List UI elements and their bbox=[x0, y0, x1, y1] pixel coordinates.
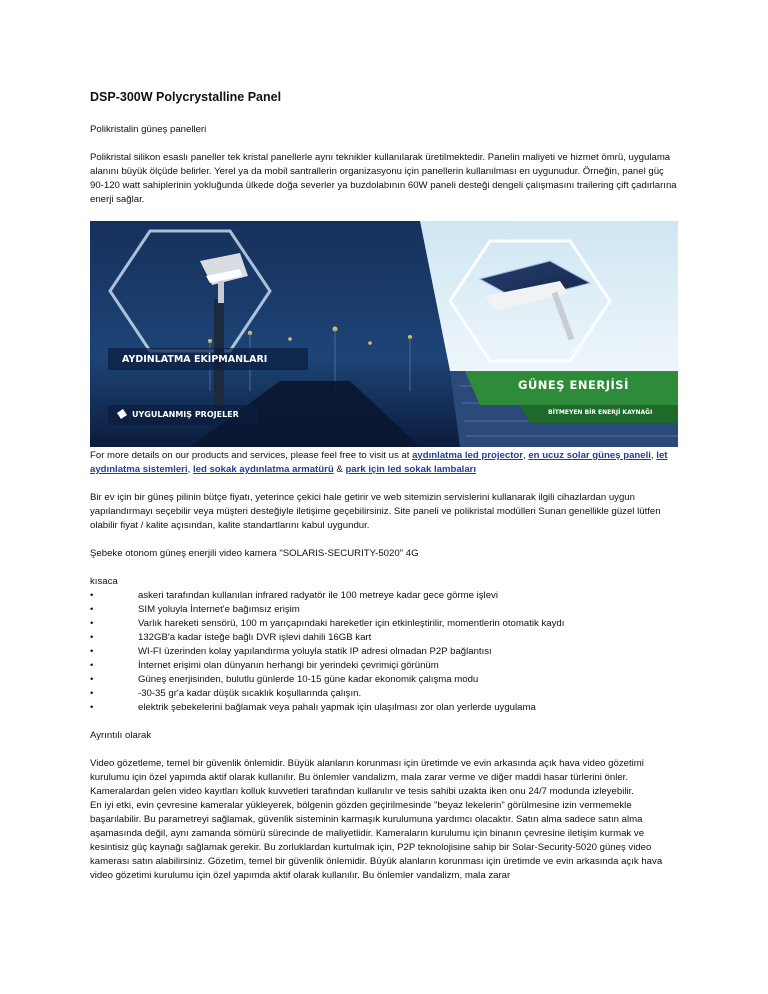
list-item-text: WI-FI üzerinden kolay yapılandırma yoluyla statik IP adresi olmadan P2P bağlantısı bbox=[138, 646, 492, 657]
link-park-icin-led-sokak-lambalari[interactable]: park için led sokak lambaları bbox=[345, 464, 477, 475]
link-separator: , bbox=[522, 450, 529, 461]
bullet-icon: • bbox=[90, 646, 94, 657]
paragraph-best-effect: En iyi etki, evin çevresine kameralar yükleyerek, bölgenin gözden geçirilmesinde "beyaz lekelerin" görülmesine izin vermemekle başarılabilir. Bu parametreyi sağlamak, güvenlik sisteminin karmaşık kurulumuna yardımcı olacaktır. Satın alma sadece satın alma aşamasında değil, aynı zamanda sömürü sürecinde de maliyetlidir. Kameraların kurulumu için binanın çevresine iletişim kurmak ve kesintisiz güç kaynağı sağlamak gerekir. Bu zorluklardan kurtulmak için, P2P teknolojisine sahip bir Solar-Security-5020 güneş video kamerası satın alabilirsiniz. Gözetim, temel bir güvenlik önlemidir. Büyük alanların korunması için üretimde ve evin arkasında açık hava video gözetimi kurulumu için özel yapımda aktif olarak kullanılır. Bu önlemler vandalizm, mala zarar bbox=[90, 800, 663, 881]
list-item-text: -30-35 gr'a kadar düşük sıcaklık koşullarında çalışın. bbox=[138, 688, 362, 699]
bullet-icon: • bbox=[90, 688, 94, 699]
intro-paragraph: Polikristal silikon esaslı paneller tek kristal panellerle aynı teknikler kullanılarak üretilmektedir. Panelin maliyeti ve hizmet ömrü, uygulama alanını büyük ölçüde belirler. Yerel ya da mobil santrallerin organizasyonu için panellerin kullanılması en uygunudur. Örneğin, panel güç 90-120 watt sahiplerinin yokluğunda ülkede doğa severler ya buzdolabının 60W paneli desteği dengeli çalışmasını trailering çift çadırlarına enerji sağlar. bbox=[90, 152, 677, 205]
list-item-text: 132GB'a kadar isteğe bağlı DVR işlevi dahili 16GB kart bbox=[138, 632, 372, 643]
link-separator: , bbox=[650, 450, 657, 461]
link-separator: & bbox=[333, 464, 346, 475]
list-item bbox=[90, 645, 680, 659]
banner-right-sub: BİTMEYEN BİR ENERJİ KAYNAĞI bbox=[548, 409, 653, 416]
list-item-text: elektrik şebekelerini bağlamak veya pahalı yapmak için ulaşılması zor olan yerlerde uygulama bbox=[138, 702, 536, 713]
banner-right-caption: GÜNEŞ ENERJİSİ bbox=[518, 378, 629, 392]
banner-left-caption: AYDINLATMA EKİPMANLARI bbox=[122, 354, 268, 365]
product-banner-image bbox=[90, 221, 678, 447]
bullet-icon: • bbox=[90, 590, 94, 601]
bullet-icon: • bbox=[90, 660, 94, 671]
list-item bbox=[90, 589, 680, 603]
page-title: DSP-300W Polycrystalline Panel bbox=[90, 90, 282, 104]
links-paragraph bbox=[90, 449, 680, 477]
list-item-text: SIM yoluyla İnternet'e bağımsız erişim bbox=[138, 604, 300, 615]
link-aydinlatma-led-projector[interactable]: aydınlatma led projector bbox=[412, 450, 523, 461]
list-item-text: askeri tarafından kullanılan infrared radyatör ile 100 metreye kadar gece görme işlevi bbox=[138, 590, 498, 601]
list-item bbox=[90, 603, 680, 617]
list-item bbox=[90, 659, 680, 673]
link-separator: , bbox=[187, 464, 193, 475]
links-prefix: For more details on our products and services, please feel free to visit us at bbox=[90, 450, 413, 461]
link-en-ucuz-solar-gunes-paneli[interactable]: en ucuz solar güneş paneli bbox=[528, 450, 651, 461]
paragraph-product-name: Şebeke otonom güneş enerjili video kamera "SOLARIS-SECURITY-5020" 4G bbox=[90, 548, 419, 559]
banner-left-sub: UYGULANMIŞ PROJELER bbox=[132, 410, 239, 419]
list-item bbox=[90, 617, 680, 631]
paragraph-video-surveillance: Video gözetleme, temel bir güvenlik önlemidir. Büyük alanların korunması için üretimde ve evin arkasında açık hava video gözetimi kurulumu için özel yapımda aktif olarak kullanılır. Bu önlemler vandalizm, mala zarar verme ve diğer maddi hasar türlerini önler. Kameralardan gelen video kayıtları kolluk kuvvetleri tarafından kullanılır ve tesis sahibi uzakta iken onu 24/7 modunda izleyebilir. bbox=[90, 758, 644, 797]
list-item bbox=[90, 701, 680, 715]
detail-heading: Ayrıntılı olarak bbox=[90, 730, 152, 741]
paragraph-price: Bir ev için bir güneş pilinin bütçe fiyatı, yeterince çekici hale getirir ve web sitemizin servislerini kullanarak ilgili cihazlardan uygun yapılandırmayı seçebilir veya müşteri desteğiyle iletişime geçebilirsiniz. Site paneli ve polikristal modülleri Sunan genellikle güzel lütfen olabilir fiyat / kalite açısından, kalite standartlarını kabul uygundur. bbox=[90, 492, 661, 531]
feature-list bbox=[90, 589, 680, 715]
list-item-text: Güneş enerjisinden, bulutlu günlerde 10-15 güne kadar ekonomik çalışma modu bbox=[138, 674, 479, 685]
list-item bbox=[90, 673, 680, 687]
bullet-icon: • bbox=[90, 632, 94, 643]
link-let-aydinlatma-sistemleri[interactable]: let aydınlatma sistemleri bbox=[90, 450, 668, 475]
list-item-text: İnternet erişimi olan dünyanın herhangi bir yerindeki çevrimiçi görünüm bbox=[138, 660, 439, 671]
bullet-icon: • bbox=[90, 604, 94, 615]
list-item bbox=[90, 687, 680, 701]
document-page bbox=[90, 90, 680, 897]
bullet-icon: • bbox=[90, 674, 94, 685]
bullet-icon: • bbox=[90, 618, 94, 629]
bullet-icon: • bbox=[90, 702, 94, 713]
list-heading: kısaca bbox=[90, 576, 118, 587]
list-item-text: Varlık hareketi sensörü, 100 m yarıçapındaki hareketler için etkinleştirilir, momentlerin otomatik kaydı bbox=[138, 618, 565, 629]
link-led-sokak-aydinlatma-armaturu[interactable]: led sokak aydınlatma armatürü bbox=[192, 464, 334, 475]
subtitle: Polikristalin güneş panelleri bbox=[90, 124, 207, 135]
list-item bbox=[90, 631, 680, 645]
